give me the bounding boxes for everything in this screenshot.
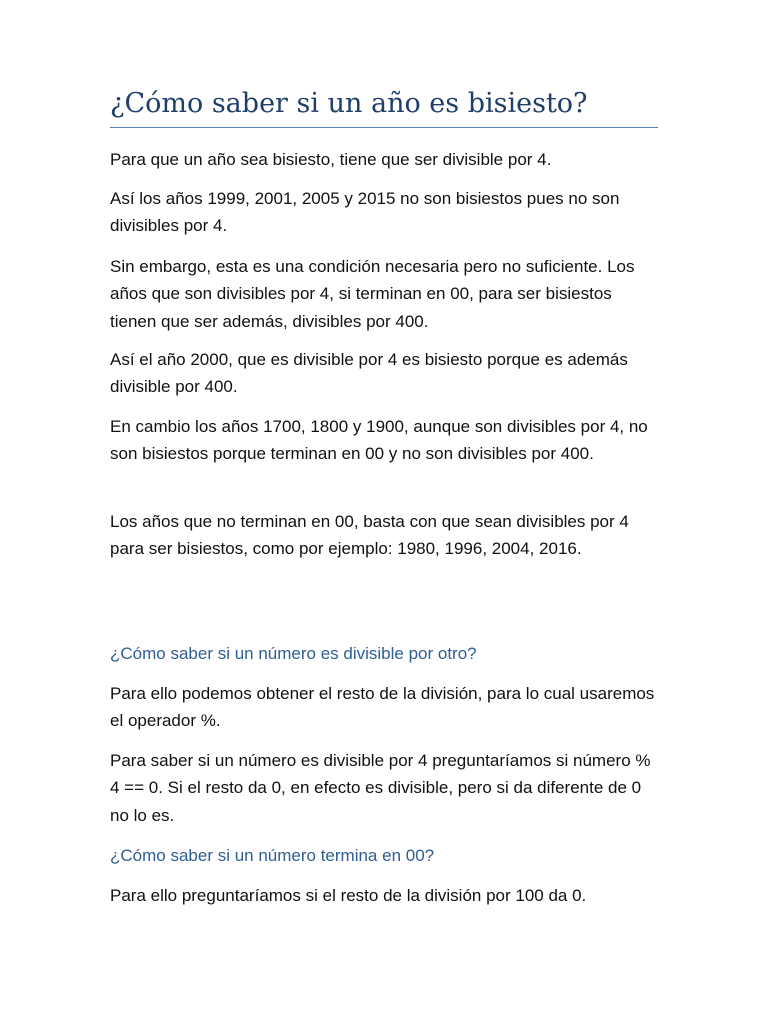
subheading-divisibility: ¿Cómo saber si un número es divisible por otro? — [110, 644, 477, 663]
page-title: ¿Cómo saber si un año es bisiesto? — [110, 88, 588, 119]
paragraph-year-2000: Así el año 2000, que es divisible por 4 es bisiesto porque es además divisible por 400. — [110, 350, 628, 397]
subheading-ends-in-00: ¿Cómo saber si un número termina en 00? — [110, 846, 435, 865]
paragraph-century-years: En cambio los años 1700, 1800 y 1900, aunque son divisibles por 4, no son bisiestos porque terminan en 00 y no son divisibles por 400. — [110, 417, 648, 464]
paragraph-modulo-operator: Para ello podemos obtener el resto de la división, para lo cual usaremos el operador %. — [110, 684, 655, 731]
paragraph-necessary-condition: Sin embargo, esta es una condición necesaria pero no suficiente. Los años que son divisibles por 4, si terminan en 00, para ser bisiestos tienen que ser además, divisibles por 400. — [110, 257, 635, 331]
paragraph-leap-examples: Los años que no terminan en 00, basta con que sean divisibles por 4 para ser bisiestos, como por ejemplo: 1980, 1996, 2004, 2016. — [110, 512, 629, 559]
title-underline — [110, 127, 658, 128]
paragraph-divisible-rule: Para que un año sea bisiesto, tiene que ser divisible por 4. — [110, 150, 552, 169]
paragraph-remainder-100: Para ello preguntaríamos si el resto de la división por 100 da 0. — [110, 886, 587, 905]
paragraph-non-leap-examples: Así los años 1999, 2001, 2005 y 2015 no son bisiestos pues no son divisibles por 4. — [110, 189, 620, 236]
paragraph-modulo-example: Para saber si un número es divisible por 4 preguntaríamos si número % 4 == 0. Si el resto da 0, en efecto es divisible, pero si da diferente de 0 no lo es. — [110, 751, 651, 825]
